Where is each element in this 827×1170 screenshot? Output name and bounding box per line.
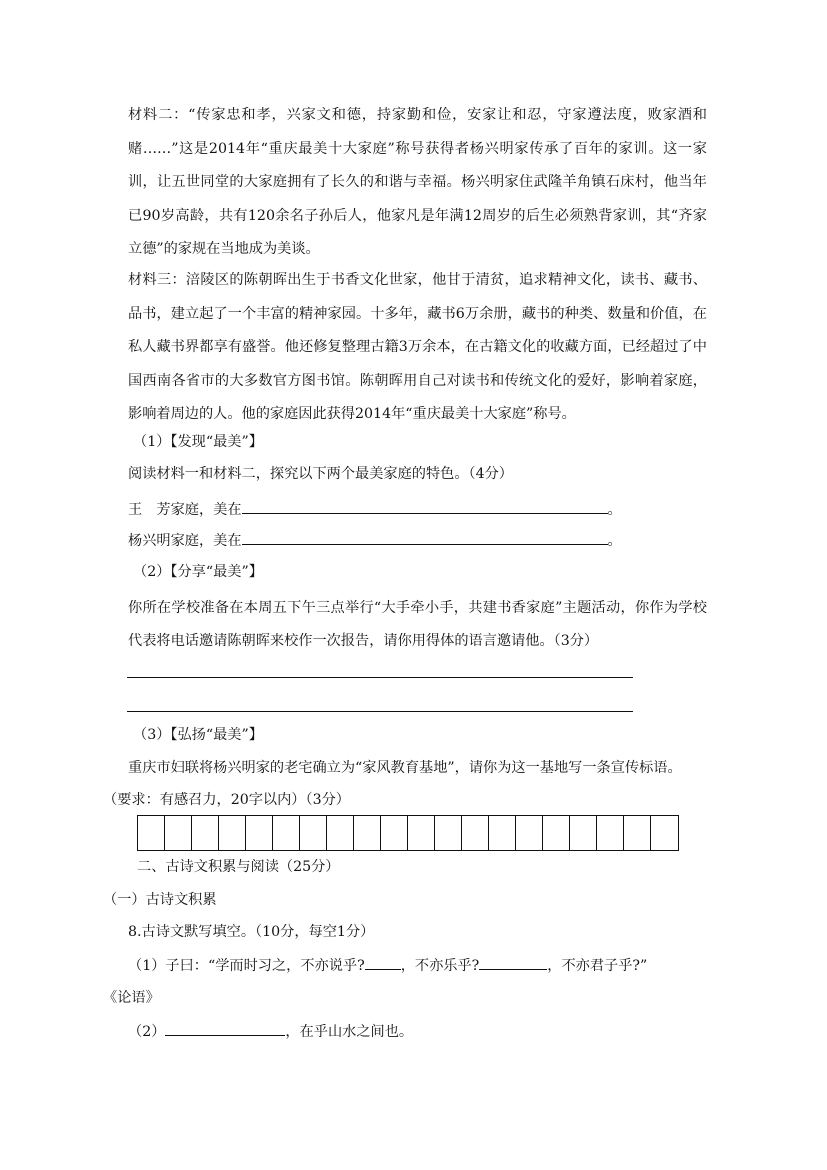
q1-answer-line-2 <box>128 530 622 551</box>
slogan-answer-grid[interactable] <box>137 815 679 851</box>
q8-item-2 <box>128 1021 413 1042</box>
q3-prompt: 重庆市妇联将杨兴明家的老宅确立为“家风教育基地”，请你为这一基地写一条宣传标语。 <box>128 760 682 776</box>
question-8: 8.古诗文默写填空。（10分，每空1分） <box>128 924 375 940</box>
q8-item2-part-b: ，在乎山水之间也。 <box>285 1024 414 1040</box>
slogan-grid-cell[interactable] <box>381 816 408 850</box>
slogan-grid-cell[interactable] <box>165 816 192 850</box>
q2-answer-line-1[interactable] <box>127 677 633 678</box>
material-2-paragraph: 材料二：“传家忠和孝，兴家文和德，持家勤和俭，安家让和忍，守家遵法度，败家酒和赌……”这是2014年“重庆最美十大家庭”称号获得者杨兴明家传承了百年的家训。这一家训，让五世同堂的大家庭拥有了长久的和谐与幸福。杨兴明家住武隆羊角镇石床村，他当年已90岁高龄，共有120余名子孙后人，他家凡是年满12周岁的后生必须熟背家训，其“齐家立德”的家规在当地成为美谈。 <box>128 107 707 257</box>
slogan-grid-cell[interactable] <box>516 816 543 850</box>
slogan-grid-cell[interactable] <box>489 816 516 850</box>
slogan-grid-cell[interactable] <box>624 816 651 850</box>
q1-heading: （1）【发现“最美”】 <box>133 434 263 450</box>
q8-item1-source: 《论语》 <box>103 990 160 1006</box>
q8-item-1 <box>128 955 647 976</box>
slogan-grid-cell[interactable] <box>543 816 570 850</box>
material-3-paragraph: 材料三：涪陵区的陈朝晖出生于书香文化世家，他甘于清贫，追求精神文化，读书、藏书、品书，建立起了一个丰富的精神家园。十多年，藏书6万余册，藏书的种类、数量和价值，在私人藏书界都享有盛誉。他还修复整理古籍3万余本，在古籍文化的收藏方面，已经超过了中国西南各省市的大多数官方图书馆。陈朝晖用自己对读书和传统文化的爱好，影响着家庭，影响着周边的人。他的家庭因此获得2014年“重庆最美十大家庭”称号。 <box>128 272 707 422</box>
q1-line1-end: 。 <box>607 502 622 518</box>
section-2-title: 二、古诗文积累与阅读（25分） <box>137 859 340 875</box>
q3-heading: （3）【弘扬“最美”】 <box>133 727 263 743</box>
section-2-sub1: （一）古诗文积累 <box>103 892 217 908</box>
q1-answer-blank-1[interactable] <box>242 499 608 514</box>
q1-answer-blank-2[interactable] <box>242 530 608 545</box>
q8-item2-part-a: （2） <box>128 1024 166 1040</box>
q1-prompt: 阅读材料一和材料二，探究以下两个最美家庭的特色。（4分） <box>128 466 513 482</box>
q8-item1-part-a: （1）子曰：“学而时习之，不亦说乎? <box>128 958 365 974</box>
slogan-grid-cell[interactable] <box>192 816 219 850</box>
slogan-grid-cell[interactable] <box>300 816 327 850</box>
q1-answer-line-1 <box>128 499 622 520</box>
slogan-grid-cell[interactable] <box>408 816 435 850</box>
q1-line1-label: 王 芳家庭，美在 <box>128 502 242 518</box>
q8-item1-blank-2[interactable] <box>479 955 547 970</box>
q8-item1-part-b: ，不亦乐乎? <box>400 958 480 974</box>
slogan-grid-cell[interactable] <box>597 816 624 850</box>
slogan-grid-cell[interactable] <box>570 816 597 850</box>
slogan-grid-cell[interactable] <box>435 816 462 850</box>
slogan-grid-cell[interactable] <box>138 816 165 850</box>
q3-requirement: （要求：有感召力，20字以内）（3分） <box>103 792 350 808</box>
q8-item2-blank[interactable] <box>165 1021 285 1036</box>
slogan-grid-cell[interactable] <box>354 816 381 850</box>
q2-prompt: 你所在学校准备在本周五下午三点举行“大手牵小手，共建书香家庭”主题活动，你作为学校代表将电话邀请陈朝晖来校作一次报告，请你用得体的语言邀请他。（3分） <box>128 600 707 649</box>
q1-line2-label: 杨兴明家庭，美在 <box>128 533 242 549</box>
slogan-grid-cell[interactable] <box>327 816 354 850</box>
q8-item1-part-c: ，不亦君子乎?” <box>547 958 648 974</box>
q2-answer-line-2[interactable] <box>127 711 633 712</box>
slogan-grid-cell[interactable] <box>651 816 678 850</box>
q2-heading: （2）【分享“最美”】 <box>133 564 263 580</box>
q8-item1-blank-1[interactable] <box>365 955 401 970</box>
slogan-grid-cell[interactable] <box>219 816 246 850</box>
slogan-grid-cell[interactable] <box>273 816 300 850</box>
slogan-grid-cell[interactable] <box>246 816 273 850</box>
slogan-grid-cell[interactable] <box>462 816 489 850</box>
q1-line2-end: 。 <box>607 533 622 549</box>
